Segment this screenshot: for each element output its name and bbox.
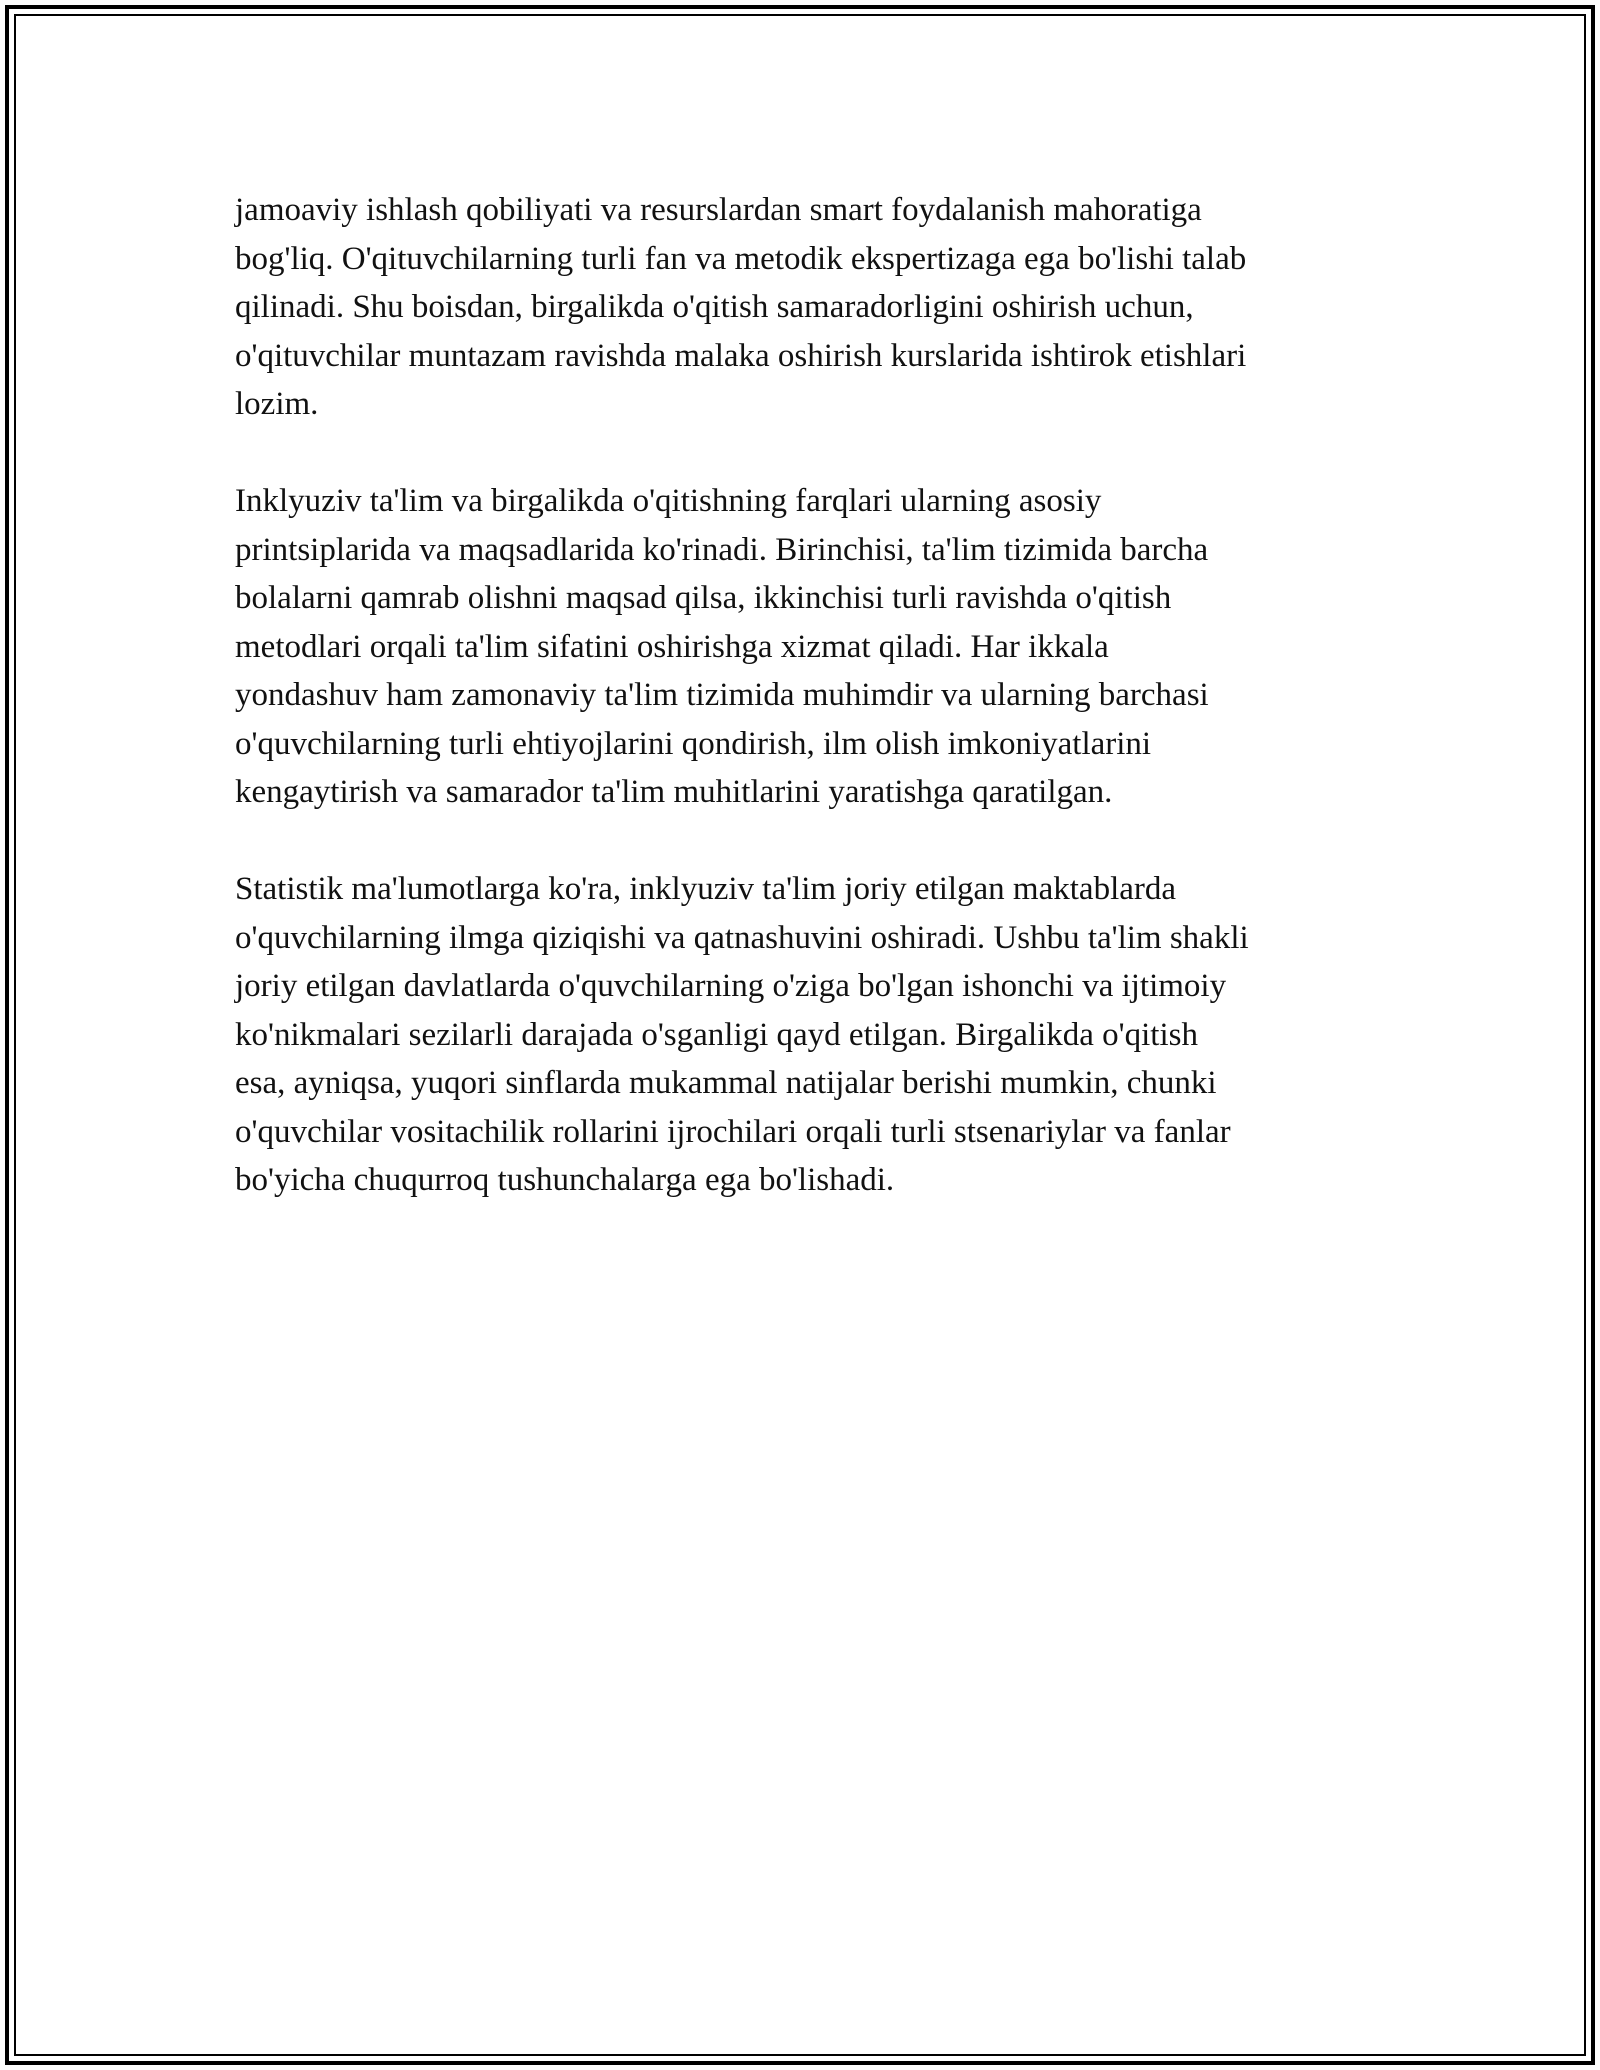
- document-body: [235, 186, 1375, 1253]
- paragraph-3: Statistik ma'lumotlarga ko'ra, inklyuziv ta'lim joriy etilgan maktablarda o'quvchilarning ilmga qiziqishi va qatnashuvini oshiradi. Ushbu ta'lim shakli joriy etilgan davlatlarda o'quvchilarning o'ziga bo'lgan ishonchi va ijtimoiy ko'nikmalari sezilarli darajada o'sganligi qayd etilgan. Birgalikda o'qitish esa, ayniqsa, yuqori sinflarda mukammal natijalar berishi mumkin, chunki o'quvchilar vositachilik rollarini ijrochilari orqali turli stsenariylar va fanlar bo'yicha chuqurroq tushunchalarga ega bo'lishadi.: [235, 871, 1249, 1198]
- paragraph-2: Inklyuziv ta'lim va birgalikda o'qitishning farqlari ularning asosiy printsiplarida va maqsadlarida ko'rinadi. Birinchisi, ta'lim tizimida barcha bolalarni qamrab olishni maqsad qilsa, ikkinchisi turli ravishda o'qitish metodlari orqali ta'lim sifatini oshirishga xizmat qiladi. Har ikkala yondashuv ham zamonaviy ta'lim tizimida muhimdir va ularning barchasi o'quvchilarning turli ehtiyojlarini qondirish, ilm olish imkoniyatlarini kengaytirish va samarador ta'lim muhitlarini yaratishga qaratilgan.: [235, 483, 1209, 810]
- paragraph-1: jamoaviy ishlash qobiliyati va resurslardan smart foydalanish mahoratiga bog'liq. O'qituvchilarning turli fan va metodik ekspertizaga ega bo'lishi talab qilinadi. Shu boisdan, birgalikda o'qitish samaradorligini oshirish uchun, o'qituvchilar muntazam ravishda malaka oshirish kurslarida ishtirok etishlari lozim.: [235, 192, 1247, 422]
